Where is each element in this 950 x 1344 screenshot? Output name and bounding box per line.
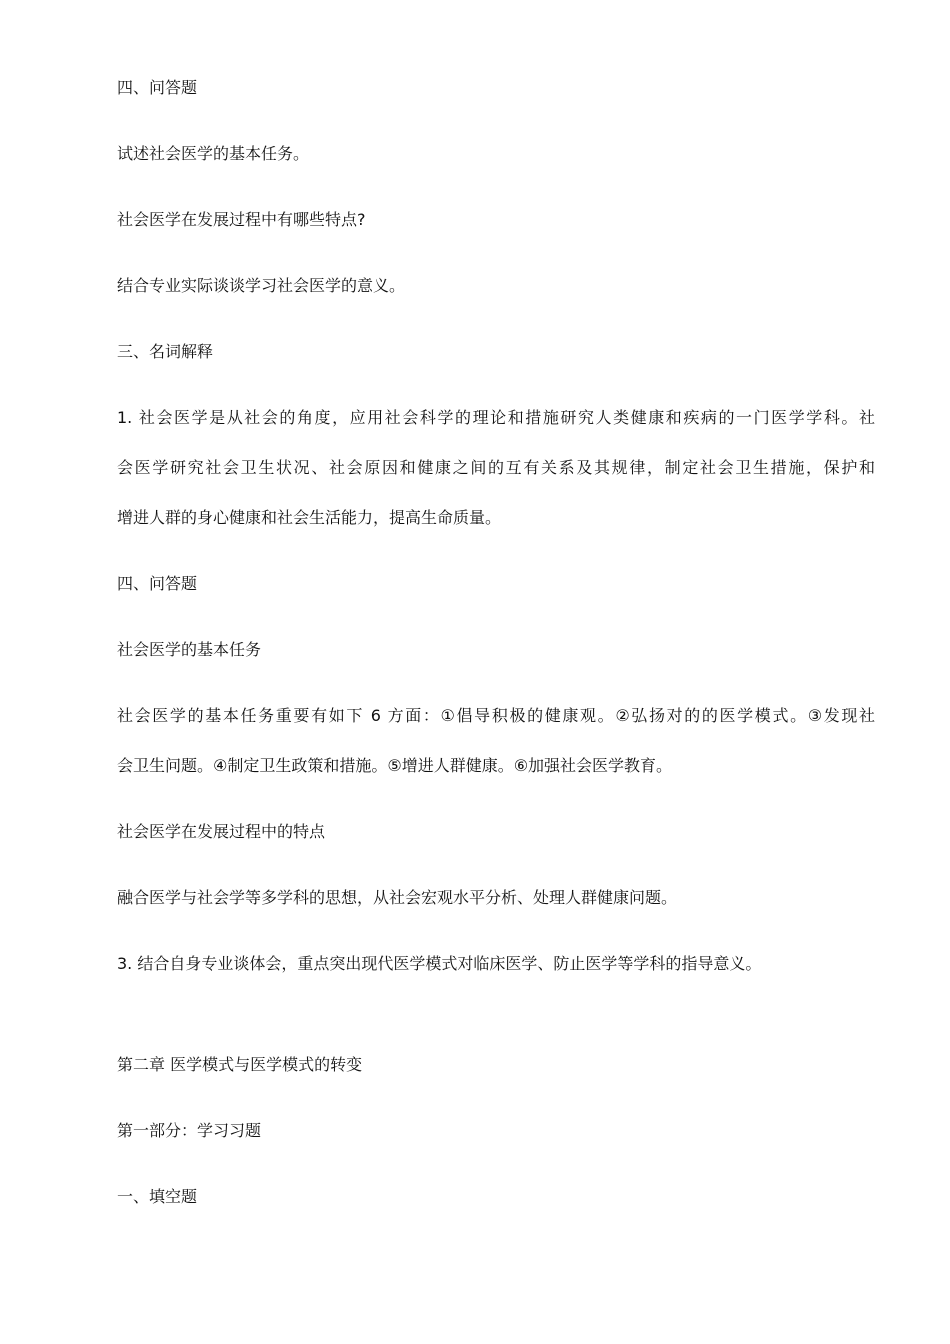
chapter-title: 第二章 医学模式与医学模式的转变 — [117, 1055, 363, 1074]
section-heading-qa: 四、问答题 — [117, 78, 198, 97]
section-heading-fill-blank: 一、填空题 — [117, 1187, 198, 1206]
section-heading-terms: 三、名词解释 — [117, 342, 214, 361]
part-title: 第一部分：学习习题 — [117, 1121, 262, 1140]
answer-term-line-2: 会医学研究社会卫生状况、社会原因和健康之间的互有关系及其规律，制定社会卫生措施，保护和 — [117, 458, 875, 477]
answer-2: 融合医学与社会学等多学科的思想，从社会宏观水平分析、处理人群健康问题。 — [117, 888, 678, 907]
answer-subheading-2: 社会医学在发展过程中的特点 — [117, 822, 326, 841]
answer-3: 3. 结合自身专业谈体会，重点突出现代医学模式对临床医学、防止医学等学科的指导意义。 — [117, 954, 762, 973]
section-heading-qa-answers: 四、问答题 — [117, 574, 198, 593]
question-1: 试述社会医学的基本任务。 — [117, 144, 310, 163]
question-3: 结合专业实际谈谈学习社会医学的意义。 — [117, 276, 406, 295]
answer-1-line-1: 社会医学的基本任务重要有如下 6 方面：①倡导积极的健康观。②弘扬对的的医学模式。③发现社 — [117, 706, 875, 725]
answer-term-line-3: 增进人群的身心健康和社会生活能力，提高生命质量。 — [117, 508, 502, 527]
answer-subheading-1: 社会医学的基本任务 — [117, 640, 262, 659]
question-2: 社会医学在发展过程中有哪些特点? — [117, 210, 366, 229]
answer-term-line-1: 1. 社会医学是从社会的角度，应用社会科学的理论和措施研究人类健康和疾病的一门医学学科。社 — [117, 408, 875, 427]
answer-1-line-2: 会卫生问题。④制定卫生政策和措施。⑤增进人群健康。⑥加强社会医学教育。 — [117, 756, 673, 775]
